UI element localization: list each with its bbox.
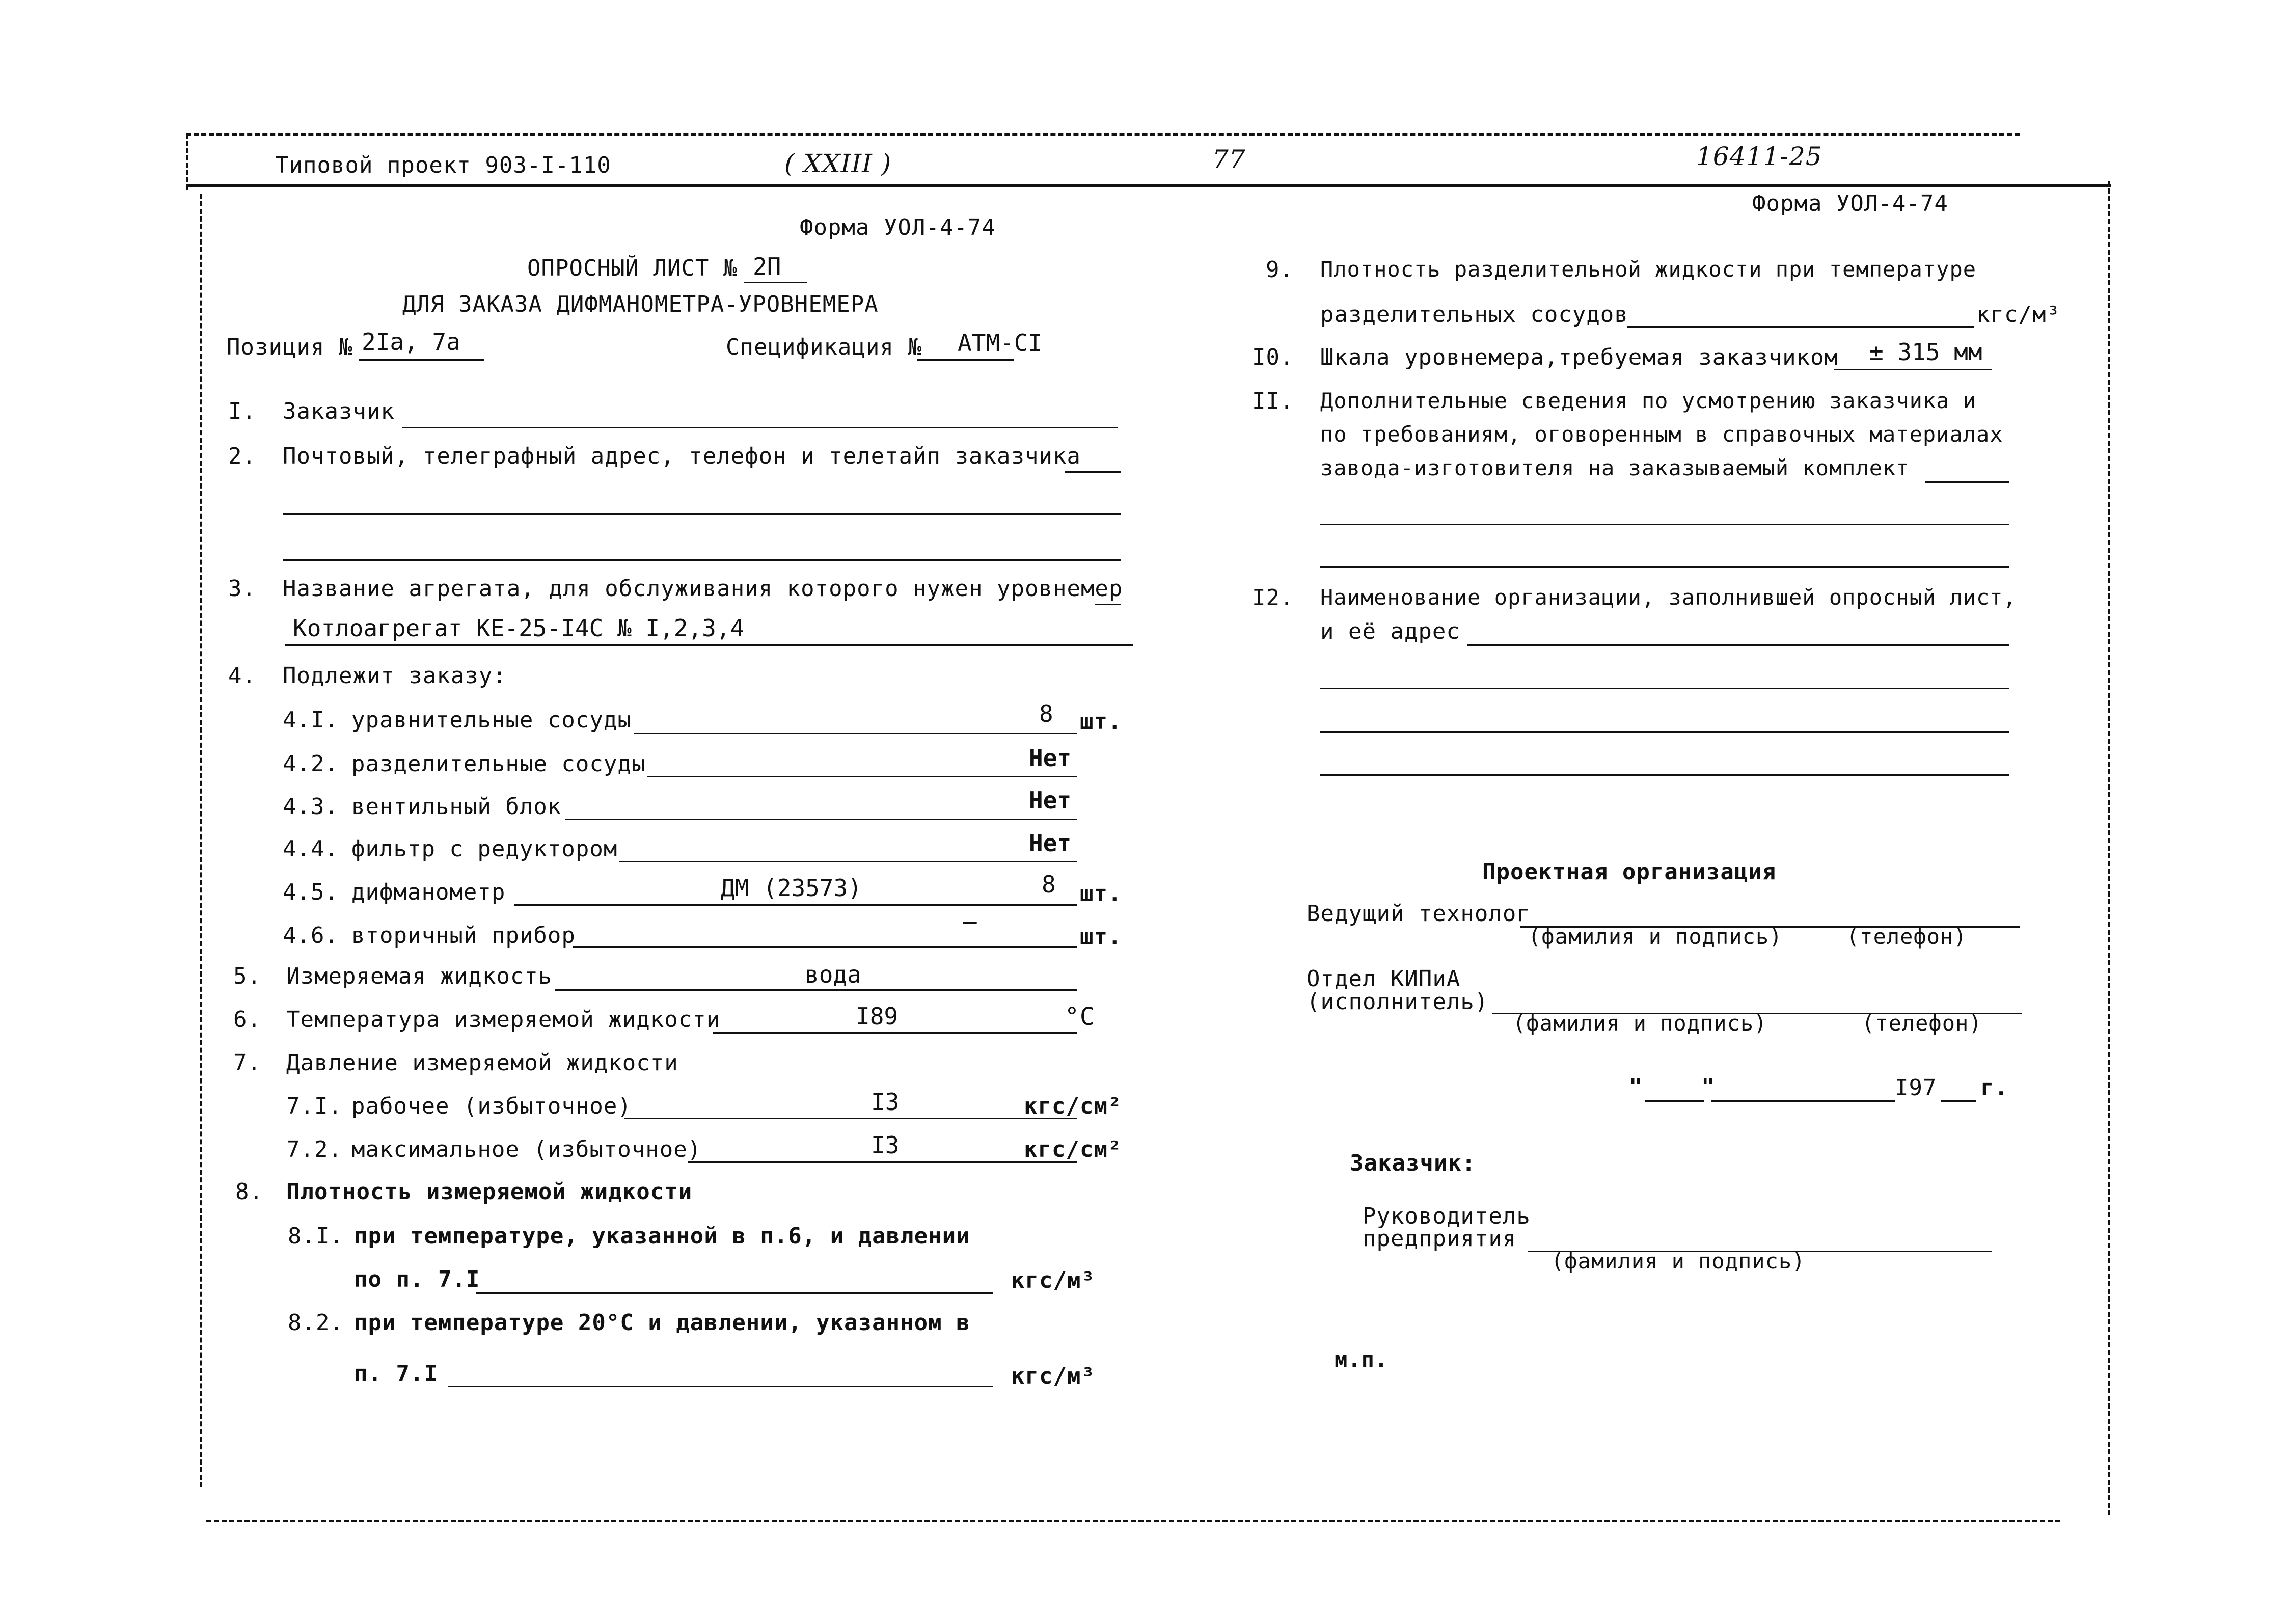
item-11-label-3: завода-изготовителя на заказываемый комплект — [1320, 455, 1910, 480]
item-2-label: Почтовый, телеграфный адрес, телефон и телетайп заказчика — [283, 443, 1081, 469]
item-7-1-underline — [624, 1118, 1077, 1119]
dept-label-2: (исполнитель) — [1307, 989, 1489, 1015]
project-number: Типовой проект 903-I-110 — [275, 152, 611, 178]
item-11-number: II. — [1252, 388, 1294, 414]
item-6-label: Температура измеряемой жидкости — [286, 1007, 721, 1033]
item-10-number: I0. — [1252, 344, 1294, 370]
item-4-2-value: Нет — [1029, 744, 1072, 772]
item-12-line-2 — [1320, 688, 2009, 689]
item-4-2-number: 4.2. — [283, 751, 339, 777]
item-4-number: 4. — [228, 663, 256, 689]
item-9-number: 9. — [1266, 257, 1294, 283]
frame-left-top-line — [186, 133, 188, 190]
item-8-2-underline — [448, 1386, 993, 1387]
item-12-label-1: Наименование организации, заполнившей опросный лист, — [1320, 585, 2017, 610]
item-4-4-value: Нет — [1029, 829, 1072, 857]
item-6-value: I89 — [856, 1003, 899, 1030]
item-12-line-4 — [1320, 774, 2009, 776]
position-label: Позиция № — [227, 334, 353, 360]
frame-left-line — [200, 194, 202, 1487]
item-1-underline — [402, 427, 1118, 428]
item-12-line-3 — [1320, 731, 2009, 733]
item-8-2-number: 8.2. — [288, 1310, 344, 1336]
item-4-5-number: 4.5. — [283, 879, 339, 905]
item-3-number: 3. — [228, 576, 256, 602]
item-7-2-label: максимальное (избыточное) — [351, 1136, 702, 1162]
date-year-suffix: г. — [1980, 1075, 2008, 1101]
frame-top-line — [186, 133, 2020, 136]
item-4-5-underline — [514, 904, 1077, 906]
item-10-label: Шкала уровнемера,требуемая заказчиком — [1320, 344, 1839, 370]
item-7-2-unit: кгс/см² — [1024, 1136, 1122, 1162]
item-3-underline — [1095, 604, 1121, 605]
project-org-title: Проектная организация — [1482, 859, 1777, 885]
item-12-label-2: и её адрес — [1320, 618, 1460, 644]
sheet-number: 2П — [753, 253, 781, 280]
frame-bottom-line — [206, 1520, 2060, 1522]
item-1-label: Заказчик — [283, 398, 395, 424]
item-4-4-number: 4.4. — [283, 836, 339, 862]
item-4-5-model: ДМ (23573) — [721, 874, 862, 902]
item-4-1-unit: шт. — [1080, 709, 1122, 735]
item-3-label: Название агрегата, для обслуживания которого нужен уровнемер — [283, 576, 1123, 602]
item-4-2-underline — [647, 776, 1077, 777]
date-year: I97 — [1895, 1075, 1937, 1101]
item-4-3-number: 4.3. — [283, 794, 339, 820]
item-11-label-1: Дополнительные сведения по усмотрению заказчика и — [1320, 388, 1977, 413]
customer-label: Заказчик: — [1350, 1150, 1476, 1176]
item-9-unit: кгс/м³ — [1976, 302, 2060, 328]
item-4-5-label: дифманометр — [351, 879, 506, 905]
item-4-6-unit: шт. — [1080, 924, 1122, 950]
item-4-3-label: вентильный блок — [351, 794, 562, 820]
stamp-place: м.п. — [1335, 1347, 1389, 1372]
sheet-code: 16411-25 — [1696, 142, 1822, 171]
item-8-1-unit: кгс/м³ — [1011, 1267, 1095, 1293]
item-4-1-number: 4.I. — [283, 707, 339, 733]
item-5-number: 5. — [233, 963, 261, 989]
position-underline — [359, 359, 484, 361]
item-4-5-qty: 8 — [1042, 871, 1056, 898]
item-8-2-label: при температуре 20°C и давлении, указанном в — [354, 1310, 970, 1336]
item-2-underline — [1065, 471, 1121, 473]
dept-sign-hint: (фамилия и подпись) — [1513, 1011, 1767, 1036]
item-4-4-underline — [619, 861, 1077, 862]
item-12-underline — [1467, 644, 2009, 646]
item-7-label: Давление измеряемой жидкости — [286, 1050, 678, 1076]
item-9-label-2: разделительных сосудов — [1320, 302, 1628, 328]
item-4-6-number: 4.6. — [283, 923, 339, 949]
item-7-1-unit: кгс/см² — [1024, 1093, 1122, 1119]
item-12-number: I2. — [1252, 585, 1294, 611]
item-4-2-label: разделительные сосуды — [351, 751, 646, 777]
lead-technologist-phone-hint: (телефон) — [1846, 924, 1967, 949]
director-sign-hint: (фамилия и подпись) — [1551, 1249, 1806, 1274]
date-quote-close: " — [1701, 1074, 1716, 1100]
item-11-line-2 — [1320, 524, 2009, 525]
item-3-value: Котлоагрегат КЕ-25-I4С № I,2,3,4 — [293, 614, 745, 642]
position-value: 2Iа, 7а — [362, 328, 460, 356]
item-4-5-unit: шт. — [1080, 881, 1122, 907]
spec-label: Спецификация № — [726, 334, 922, 360]
item-11-line-3 — [1320, 566, 2009, 568]
item-8-label: Плотность измеряемой жидкости — [286, 1179, 693, 1205]
item-5-underline — [555, 989, 1077, 991]
item-4-1-label: уравнительные сосуды — [351, 707, 632, 733]
item-11-underline — [1925, 481, 2009, 483]
date-year-underline — [1941, 1100, 1976, 1102]
frame-right-line — [2108, 181, 2110, 1515]
item-10-value: ± 315 мм — [1869, 338, 1982, 366]
item-8-1-underline — [476, 1292, 993, 1294]
spec-underline — [917, 359, 1014, 361]
item-9-label: Плотность разделительной жидкости при температуре — [1320, 257, 1977, 282]
date-day-underline — [1645, 1100, 1704, 1102]
item-7-2-number: 7.2. — [286, 1136, 342, 1162]
item-5-label: Измеряемая жидкость — [286, 963, 553, 989]
item-11-label-2: по требованиям, оговоренным в справочных материалах — [1320, 422, 2003, 447]
item-7-2-value: I3 — [871, 1131, 900, 1159]
form-code-left: Форма УОЛ-4-74 — [800, 214, 996, 240]
item-4-label: Подлежит заказу: — [283, 663, 507, 689]
item-8-2-unit: кгс/м³ — [1011, 1363, 1095, 1389]
item-6-underline — [713, 1032, 1077, 1034]
director-label-1: Руководитель — [1363, 1203, 1531, 1229]
item-9-underline — [1627, 326, 1974, 328]
item-7-1-label: рабочее (избыточное) — [351, 1093, 632, 1119]
spec-value: АТМ-CI — [958, 329, 1043, 357]
date-quote-open: " — [1629, 1074, 1643, 1100]
item-4-1-underline — [634, 733, 1077, 734]
item-4-6-label: вторичный прибор — [351, 923, 576, 949]
item-8-2-label-2: п. 7.I — [354, 1361, 438, 1387]
item-4-1-value: 8 — [1039, 700, 1053, 727]
item-8-1-number: 8.I. — [288, 1223, 344, 1249]
item-4-3-value: Нет — [1029, 787, 1072, 814]
item-4-4-label: фильтр с редуктором — [351, 836, 618, 862]
item-7-2-underline — [688, 1161, 1077, 1163]
item-8-1-label-2: по п. 7.I — [354, 1266, 480, 1292]
item-2-line-2 — [283, 513, 1121, 515]
header-rule — [186, 184, 2111, 187]
sheet-number-underline — [744, 282, 807, 283]
sheet-title-line2: ДЛЯ ЗАКАЗА ДИФМАНОМЕТРА-УРОВНЕМЕРА — [402, 291, 879, 317]
item-6-number: 6. — [233, 1007, 261, 1033]
lead-technologist-sign-hint: (фамилия и подпись) — [1528, 924, 1783, 949]
director-label-2: предприятия — [1363, 1226, 1517, 1252]
item-4-6-value: – — [963, 907, 977, 935]
lead-technologist-label: Ведущий технолог — [1307, 901, 1531, 927]
item-7-1-number: 7.I. — [286, 1093, 342, 1119]
form-code-right: Форма УОЛ-4-74 — [1752, 191, 1948, 216]
album-number: ( XXIII ) — [784, 149, 892, 178]
item-7-number: 7. — [233, 1050, 261, 1076]
item-6-unit: °C — [1065, 1003, 1095, 1031]
item-5-value: вода — [805, 961, 861, 988]
page-number: 77 — [1212, 145, 1246, 174]
date-month-underline — [1711, 1100, 1895, 1102]
item-10-underline — [1834, 369, 1992, 370]
item-3-value-underline — [285, 644, 1133, 646]
item-8-number: 8. — [235, 1179, 263, 1205]
sheet-title-line1: ОПРОСНЫЙ ЛИСТ № — [527, 255, 738, 281]
item-8-1-label: при температуре, указанной в п.6, и давлении — [354, 1223, 970, 1249]
item-1-number: I. — [228, 398, 256, 424]
item-7-1-value: I3 — [871, 1088, 900, 1116]
dept-phone-hint: (телефон) — [1862, 1011, 1982, 1036]
dept-label-1: Отдел КИПиА — [1307, 966, 1461, 992]
item-2-line-3 — [283, 559, 1121, 561]
item-2-number: 2. — [228, 443, 256, 469]
item-4-3-underline — [565, 819, 1077, 820]
item-4-6-underline — [573, 946, 1077, 948]
